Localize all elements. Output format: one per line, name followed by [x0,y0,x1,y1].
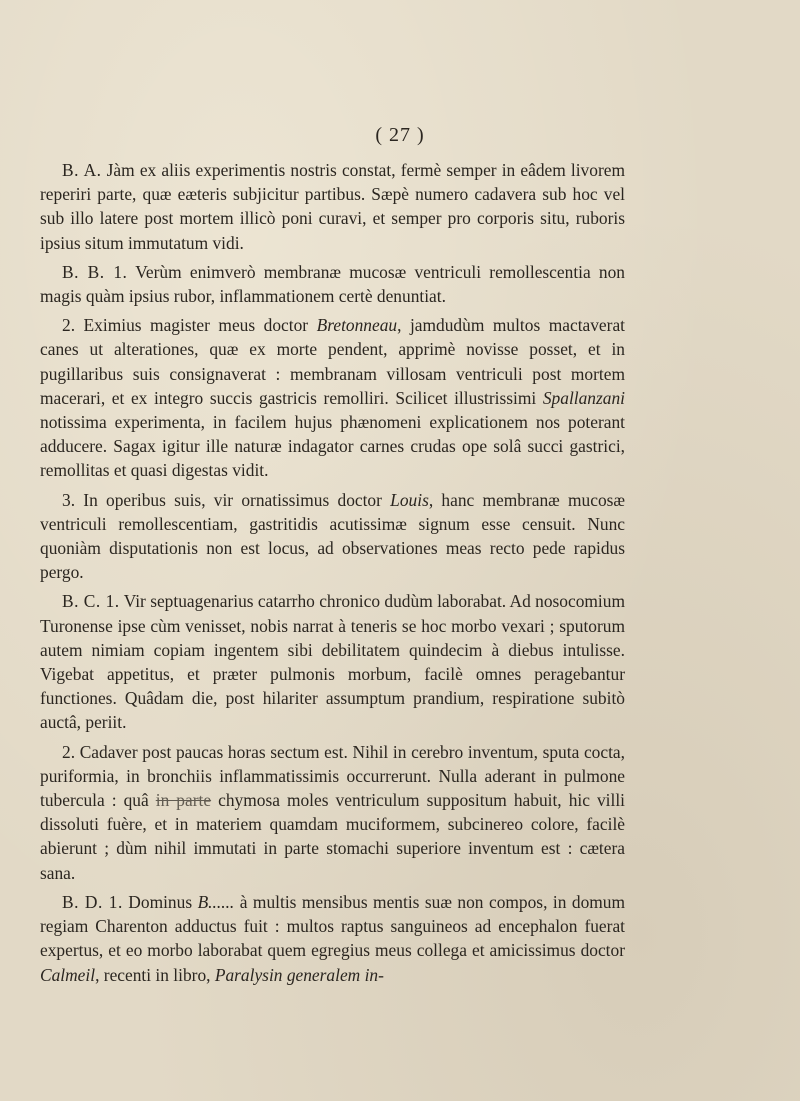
paragraph-label: B. A. [62,160,102,180]
paragraph-b-b-3 [40,488,625,585]
paragraph-b-c-2 [40,740,625,885]
paragraph-text: , jamdudùm multos mactaverat canes ut alterationes, quæ ex morte pendent, apprimè novisse posset, et in pugillaribus suis consignaverat : membranam villosam ventriculi post mortem macerari, et ex integro succis gastricis remolliri. Scilicet illustrissimi [40,315,625,408]
author-name: Bretonneau [316,315,398,336]
paragraph-text: , hanc membranæ mucosæ ventriculi remollescentiam, gastritidis acutissimæ signum esse censuit. Nunc quoniàm disputationis non est locus, ad observationes meas recto pede rapidus pergo. [40,489,626,583]
paragraph-text: Jàm ex aliis experimentis nostris constat, fermè semper in eâdem livorem reperiri parte, quæ eæteris subjicitur partibus. Sæpè numero cadavera sub hoc vel sub illo latere post mortem illicò poni curavi, et semper pro corporis situ, ruboris ipsius situm immutatum vidi. [40,160,625,253]
paragraph-text: chymosa moles ventriculum suppositum habuit, hic villi dissoluti fuère, et in materiem quamdam muciformem, subcinereo colore, facilè abierunt ; dùm nihil immutati in parte stomachi superiore inventum est : cætera sana. [40,790,625,883]
page-number: ( 27 ) [375,124,425,146]
struck-text: in parte [155,790,212,811]
paragraph-text: , recenti in libro, [95,964,215,985]
paragraph-text: Cadaver post paucas horas sectum est. Nihil in cerebro inventum, sputa cocta, puriformia, in bronchiis inflammatissimis occurrerunt. Nulla aderant in pulmone tubercula : quâ [40,741,625,811]
paragraph-b-b-2 [40,313,625,482]
patient-name: B...... [197,891,235,912]
book-title: Paralysin generalem in- [214,964,384,985]
paragraph-text: Eximius magister meus doctor [75,315,317,336]
paragraph-text: Vir septuagenarius catarrho chronico dudùm laborabat. Ad nosocomium Turonense ipse cùm venisset, nobis narrat à teneris se hoc morbo vexari ; sputorum autem nimiam copiam ingentem sibi debilitatem quindecim à diebus intulisse. Vigebat appetitus, et præter pulmonis morbum, facilè omnes peragebantur functiones. Quâdam die, post hilariter assumptum prandium, respiratione subitò auctâ, periit. [40,591,625,733]
author-name: Calmeil [40,964,96,985]
paragraph-text: Verùm enimverò membranæ mucosæ ventriculi remollescentia non magis quàm ipsius rubor, inflammationem certè denuntiat. [40,261,625,307]
paragraph-b-a [40,158,625,255]
paragraph-b-b-1 [40,260,625,308]
paragraph-label: B. C. 1. [62,591,120,612]
paragraph-label: 3. [62,489,76,510]
body-text [40,158,625,992]
paragraph-label: 2. [62,741,76,762]
author-name: Louis [390,489,429,510]
paragraph-label: 2. [62,315,76,336]
author-name: Spallanzani [542,387,625,408]
paragraph-label: B. B. 1. [62,261,128,282]
paragraph-text: notissima experimenta, in facilem hujus phænomeni explicationem nos poterant adducere. Sagax igitur ille naturæ indagator carnes crudas ope solâ succi gastrici, remollitas et quasi digestas vidit. [40,412,625,481]
paragraph-label: B. D. 1. [62,891,123,912]
paragraph-b-c-1 [40,589,625,734]
paragraph-text: à multis mensibus mentis suæ non compos, in domum regiam Charenton adductus fuit : multos raptus sanguineos ad encephalon fuerat expertus, et eo morbo laborabat quem egregius meus collega et amicissimus doctor [40,891,626,961]
paragraph-text: In operibus suis, vir ornatissimus doctor [75,489,391,510]
paragraph-b-d-1 [40,890,625,987]
paragraph-text: Dominus [122,891,198,912]
